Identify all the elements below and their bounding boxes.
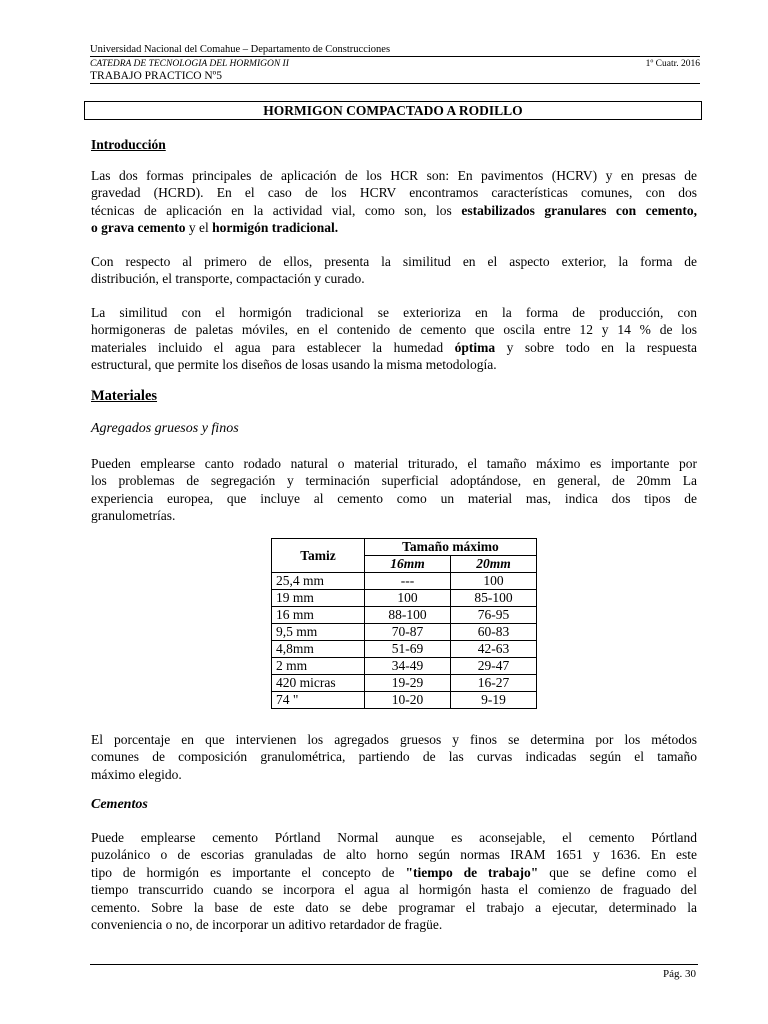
page-number: Pág. 30 — [663, 968, 696, 980]
text-line: comunes de composición granulométrica, partiendo de las curvas indicadas según el tamaño — [91, 749, 697, 765]
cell-tamiz: 420 micras — [272, 675, 365, 692]
intro-heading: Introducción — [91, 137, 166, 152]
text-run: y el — [188, 220, 209, 236]
text-line: experiencia europea, que incluye al cemento como un material mas, indica dos tipos de — [91, 490, 697, 506]
header-rule-top — [90, 56, 700, 57]
intro-paragraph-2 — [91, 253, 697, 288]
header-cathedra: CATEDRA DE TECNOLOGIA DEL HORMIGON II — [90, 59, 289, 69]
cell-20mm: 60-83 — [451, 624, 537, 641]
text-line: estructural, que permite los diseños de losas usando la misma metodología. — [91, 357, 497, 373]
header-assignment: TRABAJO PRACTICO Nº5 — [90, 70, 222, 82]
text-line: Con respecto al primero de ellos, presenta la similitud en el aspecto exterior, la forma de — [91, 254, 697, 269]
text-line: El porcentaje en que intervienen los agregados gruesos y finos se determina por los métodos — [91, 732, 697, 747]
aggregates-paragraph-1 — [91, 455, 697, 525]
text-line: tiempo transcurrido cuando se incorpora el agua al hormigón hasta el comienzo de fraguado del — [91, 882, 697, 898]
text-run: tipo de hormigón es importante el concepto de — [91, 864, 395, 880]
cell-16mm: 51-69 — [365, 641, 451, 658]
header-term — [90, 58, 700, 70]
table-row — [272, 624, 537, 641]
text-line: los problemas de segregación y terminación superficial adoptándose, en general, de 20mm La — [91, 473, 697, 489]
text-run: y sobre todo en la respuesta — [506, 339, 697, 355]
cell-tamiz: 19 mm — [272, 590, 365, 607]
text-line: Pueden emplearse canto rodado natural o material triturado, el tamaño máximo es importante por — [91, 456, 697, 471]
table-row — [272, 573, 537, 590]
text-line: Puede emplearse cemento Pórtland Normal aunque es aconsejable, el cemento Pórtland — [91, 830, 697, 845]
cell-16mm: 34-49 — [365, 658, 451, 675]
table-header-row — [272, 539, 537, 556]
bold-run: óptima — [454, 339, 496, 355]
cement-paragraph-1 — [91, 829, 697, 933]
text-run: que se define como el — [549, 864, 698, 880]
cell-20mm: 76-95 — [451, 607, 537, 624]
table-row — [272, 607, 537, 624]
text-line — [91, 339, 697, 356]
table-row — [272, 692, 537, 709]
cell-20mm: 85-100 — [451, 590, 537, 607]
cell-tamiz: 74 " — [272, 692, 365, 709]
aggregates-paragraph-2 — [91, 731, 697, 783]
header-20mm: 20mm — [451, 556, 537, 573]
header-16mm: 16mm — [365, 556, 451, 573]
cell-tamiz: 4,8mm — [272, 641, 365, 658]
text-line: La similitud con el hormigón tradicional se exterioriza en la forma de producción, con — [91, 305, 697, 320]
intro-paragraph-1 — [91, 167, 697, 237]
intro-paragraph-3 — [91, 304, 697, 374]
header-university: Universidad Nacional del Comahue – Departamento de Construcciones — [90, 44, 391, 55]
cell-16mm: 88-100 — [365, 607, 451, 624]
header-rule-bottom — [90, 83, 700, 84]
table-row — [272, 590, 537, 607]
bold-run: "tiempo de trabajo" — [405, 864, 539, 880]
cell-16mm: 19-29 — [365, 675, 451, 692]
table-row — [272, 641, 537, 658]
header-max-size: Tamaño máximo — [365, 539, 537, 556]
text-run: técnicas de aplicación en la actividad vial, como son, los — [91, 202, 452, 218]
text-line: cemento. Sobre la base de este dato se debe programar el trabajo a ejecutar, determinado la — [91, 899, 697, 915]
table-row — [272, 675, 537, 692]
text-line: máximo elegido. — [91, 766, 182, 782]
cell-20mm: 29-47 — [451, 658, 537, 675]
term-text: 1º Cuatr. 2016 — [645, 59, 700, 69]
cell-tamiz: 9,5 mm — [272, 624, 365, 641]
cell-16mm: --- — [365, 573, 451, 590]
bold-run: hormigón tradicional. — [212, 220, 339, 236]
table-row — [272, 658, 537, 675]
text-line: Las dos formas principales de aplicación de los HCR son: En pavimentos (HCRV) y en presas de — [91, 168, 697, 183]
text-line: granulometrías. — [91, 508, 176, 524]
text-line — [91, 219, 697, 236]
text-line: puzolánico o de escorias granuladas de alto horno según normas IRAM 1651 y 1636. En este — [91, 847, 697, 863]
text-line: hormigoneras de paletas móviles, en el contenido de cemento que oscila entre 12 y 14 % de los — [91, 322, 697, 338]
cell-16mm: 70-87 — [365, 624, 451, 641]
cement-heading: Cementos — [91, 797, 148, 812]
aggregates-heading: Agregados gruesos y finos — [91, 421, 239, 436]
cell-16mm: 100 — [365, 590, 451, 607]
cell-tamiz: 25,4 mm — [272, 573, 365, 590]
granulometry-table — [271, 538, 537, 709]
cell-20mm: 9-19 — [451, 692, 537, 709]
cell-tamiz: 16 mm — [272, 607, 365, 624]
footer-rule — [90, 964, 698, 965]
bold-run: o grava cemento — [91, 220, 186, 236]
header-tamiz: Tamiz — [272, 539, 365, 573]
cell-tamiz: 2 mm — [272, 658, 365, 675]
cell-20mm: 42-63 — [451, 641, 537, 658]
bold-run: estabilizados granulares con cemento, — [461, 202, 698, 218]
materials-heading: Materiales — [91, 388, 158, 404]
text-line: gravedad (HCRD). En el caso de los HCRV encontramos características comunes, con dos — [91, 185, 697, 201]
text-line — [91, 202, 697, 219]
text-run: materiales incluido el agua para establecer la humedad — [91, 339, 444, 355]
page-title: HORMIGON COMPACTADO A RODILLO — [84, 101, 702, 120]
text-line — [91, 864, 697, 881]
cell-16mm: 10-20 — [365, 692, 451, 709]
cell-20mm: 16-27 — [451, 675, 537, 692]
text-line: distribución, el transporte, compactación y curado. — [91, 271, 365, 287]
cell-20mm: 100 — [451, 573, 537, 590]
text-line: conveniencia o no, de incorporar un aditivo retardador de fragüe. — [91, 917, 443, 933]
